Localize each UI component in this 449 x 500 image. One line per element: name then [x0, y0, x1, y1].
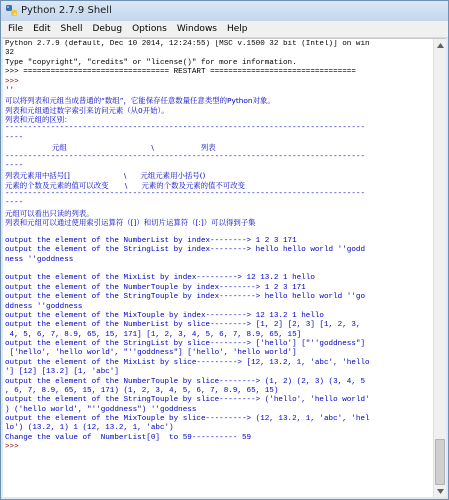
title-bar[interactable] — [1, 1, 448, 21]
shell-line: >>> ================================ RESTART ================================ — [5, 68, 356, 77]
menu-bar — [1, 21, 448, 38]
shell-line: >>> — [5, 77, 24, 86]
menu-file[interactable]: File — [8, 24, 24, 34]
menu-edit[interactable]: Edit — [33, 24, 51, 34]
vertical-scrollbar[interactable] — [433, 39, 446, 497]
shell-line: '' — [5, 86, 15, 95]
shell-line: output the element of the NumberList by slice--------> [1, 2] [2, 3] [1, 2, 3, — [5, 321, 361, 330]
shell-line: 列表和元组的区别： — [5, 115, 72, 124]
menu-debug[interactable]: Debug — [92, 24, 123, 34]
shell-line: '] [12] [13.2] [1, 'abc'] — [5, 368, 119, 377]
shell-text-area[interactable] — [3, 38, 446, 497]
shell-line: ------------------------------------------------------------------------------- — [5, 190, 366, 198]
shell-line: 元组 \ 列表 — [5, 143, 216, 153]
shell-line: , 6, 7, 8.9, 65, 15, 171) (1, 2, 3, 4, 5, 6, 7, 8.9, 65, 15) — [5, 386, 279, 395]
shell-line: output the element of the MixList by slice---------> [12, 13.2, 1, 'abc', 'hello — [5, 358, 370, 367]
menu-windows[interactable]: Windows — [176, 24, 217, 34]
shell-line: output the element of the MixTouple by index---------> 12 13.2 1 hello — [5, 311, 324, 320]
shell-line: ------------------------------------------------------------------------------- — [5, 124, 366, 133]
shell-line: output the element of the StringTouple by index--------> hello hello world ''go — [5, 293, 366, 302]
shell-line: ---- — [5, 161, 24, 170]
shell-line: ['hello', 'hello world', "''goddness"] ['hello', 'hello world'] — [5, 349, 297, 358]
shell-line: ness ''goddness — [5, 255, 74, 264]
menu-options[interactable]: Options — [132, 24, 167, 34]
shell-line: 4, 5, 6, 7, 8.9, 65, 15, 171] [1, 2, 3, 4, 5, 6, 7, 8.9, 65, 15] — [5, 330, 302, 339]
shell-line: 元素的个数及元素的值可以改变 \ 元素的个数及元素的值不可改变 — [5, 180, 245, 190]
shell-line — [5, 265, 432, 274]
menu-shell[interactable]: Shell — [60, 24, 83, 34]
shell-line — [5, 228, 432, 237]
shell-line: output the element of the NumberTouple by slice--------> (1, 2) (2, 3) (3, 4, 5 — [5, 377, 366, 386]
shell-line: 列表和元组通过数字索引来访问元素（从0开始）。 — [5, 105, 169, 115]
shell-line: Type "copyright", "credits" or "license()" for more information. — [5, 58, 297, 67]
scroll-up-icon[interactable] — [435, 40, 445, 50]
shell-line: output the element of the StringList by index--------> hello hello world ''godd — [5, 246, 366, 255]
shell-line: ------------------------------------------------------------------------------- — [5, 152, 366, 161]
window-title: Python 2.7.9 Shell — [21, 5, 112, 16]
shell-output[interactable] — [5, 40, 432, 497]
shell-line: Python 2.7.9 (default, Dec 10 2014, 12:24:55) [MSC v.1500 32 bit (Intel)] on win — [5, 40, 370, 48]
shell-line: ddness ''goddness — [5, 302, 83, 311]
shell-line: lo') (13.2, 1) 1 (12, 13.2, 1, 'abc') — [5, 424, 174, 433]
scroll-down-icon[interactable] — [435, 486, 445, 496]
shell-line: output the element of the NumberList by index--------> 1 2 3 171 — [5, 236, 297, 245]
scrollbar-thumb[interactable] — [435, 439, 445, 485]
shell-line: output the element of the MixTouple by slice---------> (12, 13.2, 1, 'abc', 'hel — [5, 415, 370, 423]
shell-line: 列表和元组可以通过使用索引运算符（[]）和切片运算符（[:]）可以得到子集 — [5, 218, 256, 228]
shell-line: 可以将列表和元组当成普通的“数组”，它能保存任意数量任意类型的Python对象。 — [5, 96, 275, 106]
shell-line: Change the value of NumberList[0] to 59---------- 59 — [5, 433, 252, 442]
shell-line: output the element of the MixList by index---------> 12 13.2 1 hello — [5, 274, 315, 283]
shell-line: ) ('hello world', "''goddness") ''goddness — [5, 405, 197, 414]
shell-line: 列表元素用中括号[] \ 元组元素用小括号() — [5, 171, 206, 181]
shell-line: 32 — [5, 49, 15, 58]
shell-line: ---- — [5, 199, 24, 208]
shell-line: output the element of the StringTouple by slice--------> ('hello', 'hello world' — [5, 396, 370, 405]
shell-line: output the element of the StringList by slice--------> ['hello'] ["''goddness"] — [5, 340, 366, 348]
python-icon — [5, 4, 18, 17]
shell-line: 元组可以看出只读的列表。 — [5, 208, 94, 218]
shell-line: >>> — [5, 443, 24, 452]
menu-help[interactable]: Help — [227, 24, 248, 34]
shell-line: ---- — [5, 133, 24, 142]
shell-line: output the element of the NumberTouple by index--------> 1 2 3 171 — [5, 283, 306, 292]
